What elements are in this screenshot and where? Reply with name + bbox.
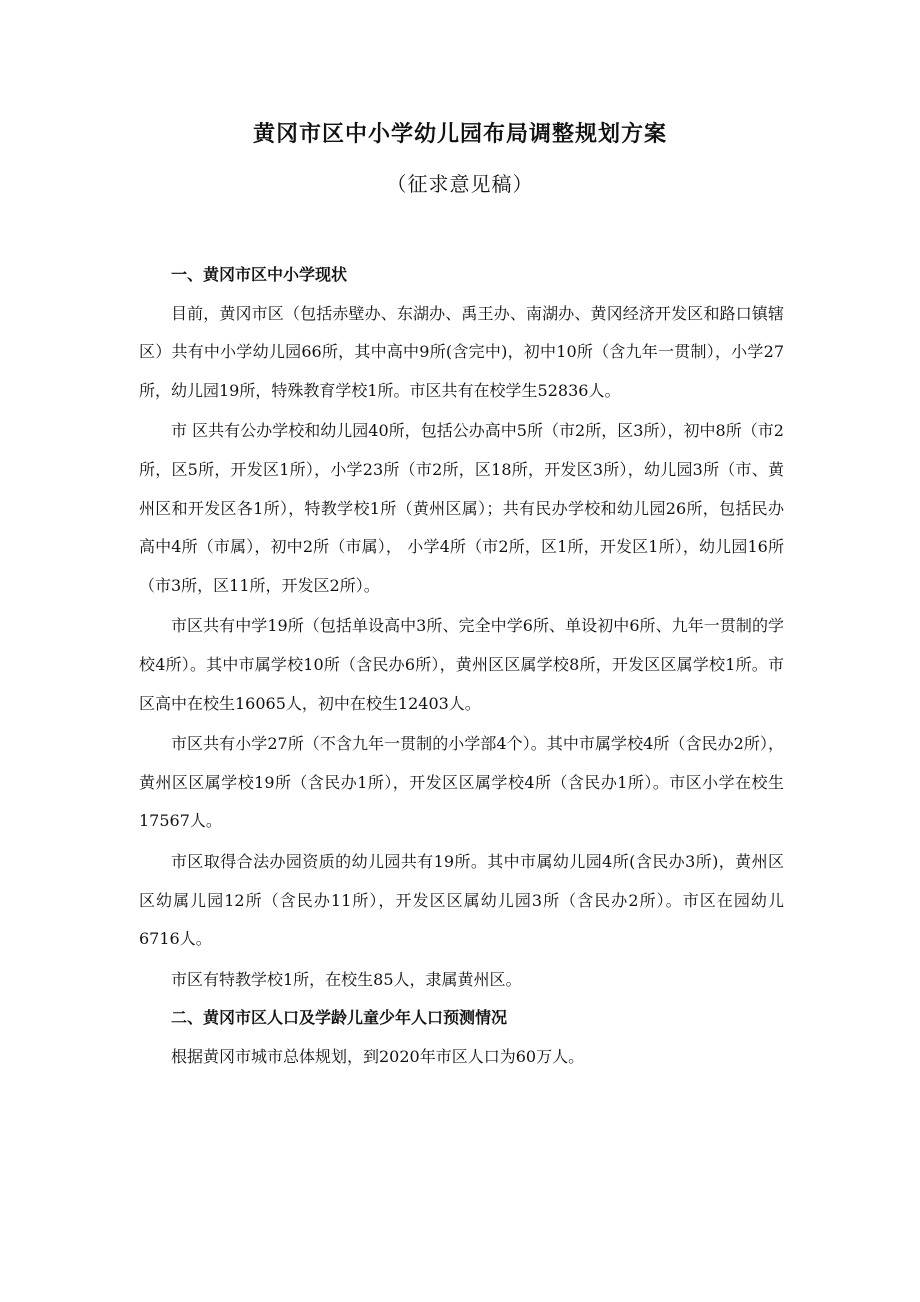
section-heading: 二、黄冈市区人口及学龄儿童少年人口预测情况 xyxy=(171,1008,508,1028)
paragraph: 市区共有小学27所（不含九年一贯制的小学部4个）。其中市属学校4所（含民办2所），黄州区区属学校19所（含民办1所），开发区区属学校4所（含民办1所）。市区小学在校生17567人。 xyxy=(139,734,784,831)
document-subtitle: （征求意见稿） xyxy=(386,172,534,196)
paragraph: 目前，黄冈市区（包括赤壁办、东湖办、禹王办、南湖办、黄冈经济开发区和路口镇辖区）共有中小学幼儿园66所，其中高中9所(含完中)，初中10所（含九年一贯制），小学27所，幼儿园19所，特殊教育学校1所。市区共有在校学生52836人。 xyxy=(139,303,784,400)
paragraph: 根据黄冈市城市总体规划，到2020年市区人口为60万人。 xyxy=(171,1046,585,1066)
document-title: 黄冈市区中小学幼儿园布局调整规划方案 xyxy=(252,121,667,147)
paragraph: 市区有特教学校1所，在校生85人，隶属黄州区。 xyxy=(171,969,522,989)
paragraph: 市区取得合法办园资质的幼儿园共有19所。其中市属幼儿园4所(含民办3所)，黄州区区幼属儿园12所（含民办11所），开发区区属幼儿园3所（含民办2所）。市区在园幼儿6716人。 xyxy=(139,851,784,949)
paragraph: 市区共有中学19所（包括单设高中3所、完全中学6所、单设初中6所、九年一贯制的学校4所）。其中市属学校10所（含民办6所），黄州区区属学校8所，开发区区属学校1所。市区高中在校生16065人，初中在校生12403人。 xyxy=(139,616,784,713)
paragraph: 市 区共有公办学校和幼儿园40所，包括公办高中5所（市2所，区3所），初中8所（市2所，区5所，开发区1所），小学23所（市2所，区18所，开发区3所），幼儿园3所（市、黄州区和开发区各1所），特教学校1所（黄州区属）；共有民办学校和幼儿园26所，包括民办高中4所（市属），初中2所（市属）， 小学4所（市2所，区1所，开发区1所），幼儿园16所（市3所，区11所，开发区2所）。 xyxy=(139,421,784,595)
section-heading: 一、黄冈市区中小学现状 xyxy=(171,265,348,284)
document-body xyxy=(139,256,784,1076)
